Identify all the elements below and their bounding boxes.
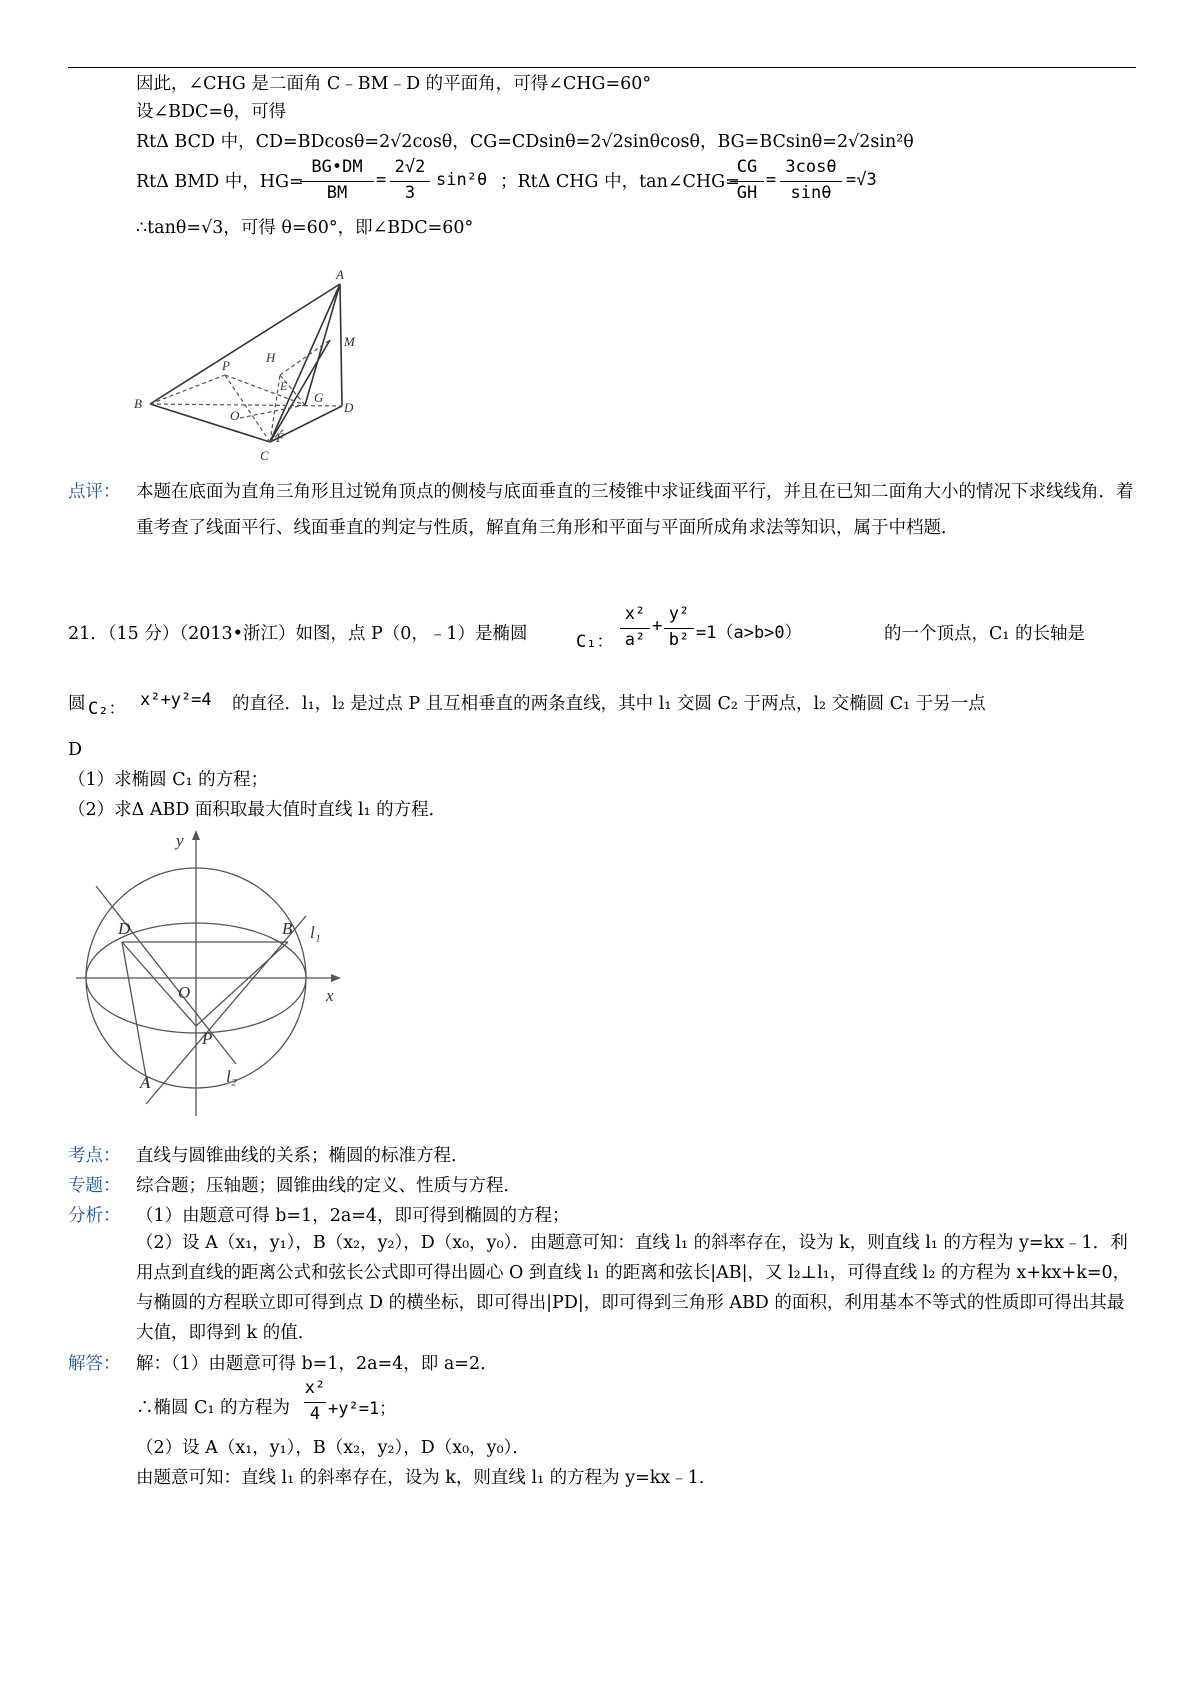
q21-plus: + <box>652 616 663 636</box>
solution-line-1: 因此，∠CHG 是二面角 C﹣BM﹣D 的平面角，可得∠CHG=60° <box>136 74 652 94</box>
q21-line2-pre: 圆 <box>68 694 86 714</box>
jieda-frac-num: x² <box>304 1378 326 1398</box>
fenxi-text-2: （2）设 A（x₁，y₁），B（x₂，y₂），D（x₀，y₀）．由题意可知：直线 l₁ 的斜率存在，设为 k，则直线 l₁ 的方程为 y=kx﹣1．利用点到直线的距离公式和弦长公式即可得出圆心 O 到直线 l₁ 的距离和弦长|AB|，又 l₂⊥l₁，可得直线 l₂ 的方程为 x+kx+k=0，与椭圆的方程联立即可得到点 D 的横坐标，即可得出|PD|，即可得到三角形 ABD 的面积，利用基本不等式的性质即可得出其最大值，即得到 k 的值． <box>136 1233 1131 1343</box>
label-b: B <box>134 396 142 411</box>
kaodian-text: 直线与圆锥曲线的关系；椭圆的标准方程． <box>136 1146 469 1166</box>
fraction-sin-denominator: sinθ <box>790 183 832 203</box>
q21-frac-y-num: y² <box>668 604 690 624</box>
q21-frac-x-num: x² <box>624 604 646 624</box>
fenxi-text-1: （1）由题意可得 b=1，2a=4，即可得到椭圆的方程； <box>136 1206 570 1226</box>
zhuanti-tag: 专题： <box>68 1176 121 1196</box>
jieda-frac-den: 4 <box>309 1404 321 1424</box>
label-x: x <box>326 986 334 1005</box>
jieda-tag: 解答： <box>68 1354 121 1374</box>
label-o: O <box>178 983 191 1002</box>
zhuanti-text: 综合题；压轴题；圆锥曲线的定义、性质与方程． <box>136 1176 521 1196</box>
solution-line-3: RtΔ BCD 中，CD=BDcosθ=2√2cosθ，CG=CDsinθ=2√2sinθcosθ，BG=BCsinθ=2√2sin²θ <box>136 132 914 152</box>
label-l1: l₁ <box>310 923 321 942</box>
label-a: A <box>336 270 344 282</box>
comment-text: 本题在底面为直角三角形且过锐角顶点的侧棱与底面垂直的三棱锥中求证线面平行，并且在已知二面角大小的情况下求线线角．着重考查了线面平行、线面垂直的判定与性质，解直角三角形和平面与平面所成角求法等知识，属于中档题． <box>136 482 1134 538</box>
fraction-bar <box>304 1402 326 1403</box>
label-g: G <box>314 390 324 405</box>
fenxi-tag: 分析： <box>68 1206 121 1226</box>
fraction-bar <box>620 628 650 629</box>
label-o: O <box>230 408 240 423</box>
label-e: E <box>280 379 288 393</box>
q21-part2: （2）求Δ ABD 面积取最大值时直线 l₁ 的方程． <box>68 800 447 820</box>
jieda-text-1: 解：（1）由题意可得 b=1，2a=4，即 a=2． <box>136 1354 498 1374</box>
kaodian-tag: 考点： <box>68 1146 121 1166</box>
label-d: D <box>118 919 131 938</box>
header-rule <box>68 67 1136 68</box>
solution-line-4-start: RtΔ BMD 中，HG= <box>136 172 304 192</box>
q21-head-tail: 的一个顶点，C₁ 的长轴是 <box>884 624 1085 644</box>
label-d: D <box>344 400 354 415</box>
label-b: B <box>282 919 293 938</box>
q21-frac-y-den: b² <box>668 630 690 650</box>
fraction-bar <box>730 181 764 182</box>
label-l2: l₂ <box>226 1067 237 1086</box>
fraction-bar <box>664 628 694 629</box>
q21-c2: C₂： <box>88 699 126 719</box>
label-f: F <box>276 430 284 445</box>
sin-squared-theta: sin²θ <box>436 170 488 190</box>
label-p: P <box>222 358 230 373</box>
fraction-cg-numerator: CG <box>736 157 758 177</box>
equals-sign: = <box>376 170 387 190</box>
q21-frac-x-den: a² <box>624 630 646 650</box>
fraction-2root2-numerator: 2√2 <box>394 157 426 177</box>
q21-part1: （1）求椭圆 C₁ 的方程； <box>68 770 269 790</box>
fraction-bar <box>390 181 430 182</box>
solution-line-5: ∴tanθ=√3，可得 θ=60°，即∠BDC=60° <box>136 218 474 238</box>
fraction-bgdm-numerator: BG•DM <box>311 157 363 177</box>
q21-c1: C₁： <box>576 632 614 652</box>
label-a: A <box>140 1073 151 1092</box>
q21-line3: D <box>68 740 83 760</box>
q21-head: 21．（15 分）（2013•浙江）如图，点 P（0，﹣1）是椭圆 <box>68 624 528 644</box>
q21-line2-tail: 的直径．l₁，l₂ 是过点 P 且互相垂直的两条直线，其中 l₁ 交圆 C₂ 于两点，l₂ 交椭圆 C₁ 于另一点 <box>232 694 986 714</box>
fraction-3-denominator: 3 <box>404 183 416 203</box>
jieda-text-4: 由题意可知：直线 l₁ 的斜率存在，设为 k，则直线 l₁ 的方程为 y=kx﹣1． <box>136 1468 717 1488</box>
fraction-bar <box>300 181 374 182</box>
label-p: P <box>202 1029 213 1048</box>
jieda-text-2: ∴椭圆 C₁ 的方程为 <box>136 1398 291 1418</box>
jieda-eq-tail: +y²=1； <box>328 1399 397 1419</box>
solution-line-2: 设∠BDC=θ，可得 <box>136 102 287 122</box>
solution-line-4-mid: ；RtΔ CHG 中，tan∠CHG= <box>500 172 740 192</box>
q21-c2-eq: x²+y²=4 <box>140 690 212 710</box>
equals-sign: = <box>766 170 777 190</box>
jieda-text-3: （2）设 A（x₁，y₁），B（x₂，y₂），D（x₀，y₀）． <box>136 1438 530 1458</box>
label-c: C <box>260 448 269 463</box>
comment-tag: 点评： <box>68 482 121 502</box>
q21-eq: =1（a>b>0） <box>696 623 802 643</box>
fraction-gh-denominator: GH <box>736 183 758 203</box>
label-h: H <box>266 350 276 365</box>
equals-root3: =√3 <box>846 170 877 190</box>
tetrahedron-figure <box>130 270 360 480</box>
fraction-bar <box>780 181 842 182</box>
fraction-bm-denominator: BM <box>326 183 348 203</box>
label-m: M <box>344 334 355 349</box>
ellipse-circle-figure <box>76 826 356 1116</box>
label-y: y <box>176 831 184 850</box>
fraction-3cos-numerator: 3cosθ <box>785 157 837 177</box>
